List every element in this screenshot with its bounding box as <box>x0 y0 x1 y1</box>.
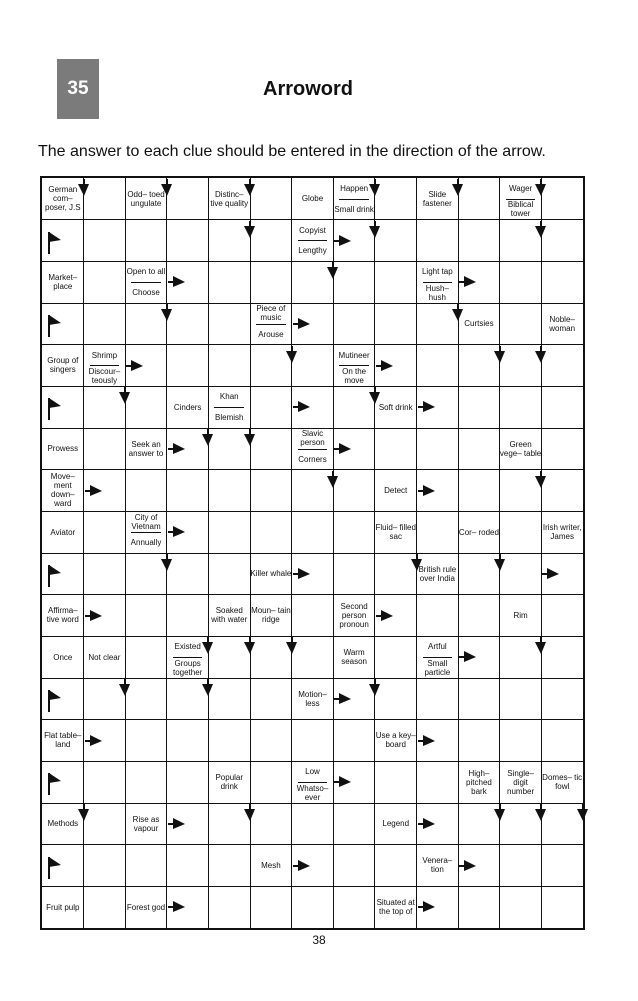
clue-text: Soft drink <box>378 402 413 412</box>
answer-cell[interactable] <box>500 720 542 762</box>
page-title: Arroword <box>263 78 353 100</box>
clue-cell <box>375 720 417 762</box>
clue-text: Domes– tic fowl <box>542 773 583 792</box>
answer-cell[interactable] <box>84 761 126 803</box>
clue-text: Situated at the top of <box>376 898 415 917</box>
clue-text: Odd– toed ungulate <box>127 189 165 208</box>
clue-text-top: Piece of music <box>256 304 286 323</box>
answer-cell[interactable] <box>292 803 334 845</box>
clue-cell <box>375 470 417 512</box>
clue-text: Not clear <box>88 652 121 662</box>
answer-cell[interactable] <box>250 386 292 428</box>
clue-text-bottom: Whatso– ever <box>296 783 329 802</box>
clue-text: Once <box>53 652 73 662</box>
arrow-right-icon <box>293 317 313 331</box>
arrow-right-icon <box>293 859 313 873</box>
answer-cell[interactable] <box>333 720 375 762</box>
arrow-right-icon <box>168 900 188 914</box>
clue-text: Fluid– filled sac <box>375 523 416 542</box>
clue-cell <box>292 761 334 803</box>
clue-text-top: Open to all <box>126 267 166 277</box>
clue-text-bottom: Choose <box>132 288 160 298</box>
clue-cell <box>84 345 126 387</box>
answer-cell[interactable] <box>250 511 292 553</box>
clue-cell <box>458 761 500 803</box>
clue-text: Soaked with water <box>211 606 248 625</box>
clue-text-top: Slavic person <box>300 429 325 448</box>
clue-cell <box>208 595 250 637</box>
answer-cell[interactable] <box>417 595 459 637</box>
answer-cell[interactable] <box>541 595 583 637</box>
clue-text: Seek an answer to <box>128 439 164 458</box>
answer-cell[interactable] <box>417 428 459 470</box>
clue-cell <box>42 511 84 553</box>
clue-cell <box>250 303 292 345</box>
clue-text-bottom: Blemish <box>215 413 244 423</box>
answer-cell[interactable] <box>250 261 292 303</box>
clue-text: Rise as vapour <box>132 814 160 833</box>
answer-cell[interactable] <box>375 845 417 887</box>
arrow-down-icon <box>243 637 257 657</box>
clue-text: Use a key– board <box>375 731 416 750</box>
arrow-down-icon <box>243 221 257 241</box>
clue-cell <box>333 345 375 387</box>
clue-text-top: City of Vietnam <box>131 512 161 531</box>
answer-cell[interactable] <box>208 345 250 387</box>
arrow-right-icon <box>168 817 188 831</box>
answer-cell[interactable] <box>417 678 459 720</box>
clue-text: Globe <box>301 194 324 204</box>
clue-text: Cinders <box>173 402 202 412</box>
arrow-down-icon <box>243 429 257 449</box>
arrow-down-icon <box>534 221 548 241</box>
answer-cell[interactable] <box>167 595 209 637</box>
answer-cell[interactable] <box>375 303 417 345</box>
clue-cell <box>500 428 542 470</box>
clue-text: Popular drink <box>215 773 244 792</box>
clue-cell <box>375 511 417 553</box>
clue-text-bottom: Discour– teously <box>88 366 121 385</box>
arrow-bend-right-icon <box>46 315 68 341</box>
clue-text-bottom: Groups together <box>172 658 203 677</box>
arrow-right-icon <box>334 692 354 706</box>
arrow-down-icon <box>118 387 132 407</box>
arrow-bend-right-icon <box>46 398 68 424</box>
clue-cell <box>167 386 209 428</box>
clue-cell <box>541 761 583 803</box>
arrow-down-icon <box>77 179 91 199</box>
arrow-right-icon <box>334 775 354 789</box>
answer-cell[interactable] <box>125 845 167 887</box>
answer-cell[interactable] <box>541 261 583 303</box>
answer-cell[interactable] <box>458 470 500 512</box>
answer-cell[interactable] <box>541 720 583 762</box>
arrow-down-icon <box>243 179 257 199</box>
arrow-right-icon <box>376 609 396 623</box>
arrow-down-icon <box>118 679 132 699</box>
answer-cell[interactable] <box>84 553 126 595</box>
answer-cell[interactable] <box>125 595 167 637</box>
arrow-down-icon <box>77 804 91 824</box>
clue-text-top: Artful <box>428 642 447 652</box>
clue-text: Second person pronoun <box>339 601 369 629</box>
clue-cell <box>208 761 250 803</box>
clue-text: Noble– woman <box>549 314 576 333</box>
answer-cell[interactable] <box>458 595 500 637</box>
arrow-down-icon <box>493 554 507 574</box>
arrow-right-icon <box>293 567 313 581</box>
clue-text: Aviator <box>50 527 76 537</box>
clue-text-bottom: Lengthy <box>298 246 327 256</box>
answer-cell[interactable] <box>167 761 209 803</box>
arrow-down-icon <box>160 179 174 199</box>
arrow-right-icon <box>126 359 146 373</box>
arrow-down-icon <box>160 304 174 324</box>
clue-cell <box>500 761 542 803</box>
clue-text: Rim <box>513 610 528 620</box>
answer-cell[interactable] <box>208 845 250 887</box>
answer-cell[interactable] <box>84 511 126 553</box>
answer-cell[interactable] <box>208 470 250 512</box>
puzzle-number: 35 <box>67 78 89 99</box>
arroword-grid <box>40 176 585 930</box>
clue-text: Cor– roded <box>458 527 499 537</box>
answer-cell[interactable] <box>250 470 292 512</box>
answer-cell[interactable] <box>125 220 167 262</box>
arrow-right-icon <box>168 442 188 456</box>
arrow-bend-right-icon <box>46 232 68 258</box>
clue-cell <box>417 261 459 303</box>
clue-text: Legend <box>382 819 410 829</box>
clue-text: Curtsies <box>464 319 494 329</box>
clue-cell <box>208 386 250 428</box>
arrow-down-icon <box>493 346 507 366</box>
arrow-bend-right-icon <box>46 565 68 591</box>
arrow-right-icon <box>293 400 313 414</box>
clue-text: German com– poser, J.S <box>45 185 81 213</box>
clue-cell <box>333 595 375 637</box>
answer-cell[interactable] <box>541 845 583 887</box>
answer-cell[interactable] <box>167 345 209 387</box>
answer-cell[interactable] <box>417 511 459 553</box>
answer-cell[interactable] <box>167 720 209 762</box>
answer-cell[interactable] <box>333 553 375 595</box>
answer-cell[interactable] <box>250 886 292 928</box>
clue-cell <box>292 428 334 470</box>
answer-cell[interactable] <box>500 261 542 303</box>
clue-cell <box>417 636 459 678</box>
answer-cell[interactable] <box>333 803 375 845</box>
arrow-bend-right-icon <box>46 857 68 883</box>
arrow-down-icon <box>493 804 507 824</box>
clue-text: Prowess <box>47 444 79 454</box>
answer-cell[interactable] <box>208 720 250 762</box>
answer-cell[interactable] <box>292 886 334 928</box>
clue-cell <box>375 803 417 845</box>
answer-cell[interactable] <box>500 678 542 720</box>
arrow-down-icon <box>326 262 340 282</box>
clue-text: Market– place <box>48 273 78 292</box>
answer-cell[interactable] <box>500 511 542 553</box>
arrow-right-icon <box>85 484 105 498</box>
clue-text: Venera– tion <box>422 856 453 875</box>
clue-text-bottom: Hush– hush <box>425 283 449 302</box>
clue-cell <box>292 678 334 720</box>
answer-cell[interactable] <box>333 511 375 553</box>
answer-cell[interactable] <box>208 511 250 553</box>
clue-text-top: Light tap <box>421 267 453 277</box>
answer-cell[interactable] <box>500 303 542 345</box>
answer-cell[interactable] <box>167 470 209 512</box>
clue-text: Green vege– table <box>499 439 542 458</box>
clue-text: Irish writer, James <box>542 523 582 542</box>
answer-cell[interactable] <box>500 886 542 928</box>
clue-cell <box>42 886 84 928</box>
answer-cell[interactable] <box>500 845 542 887</box>
clue-text: Flat table– land <box>44 731 82 750</box>
arrow-right-icon <box>418 400 438 414</box>
answer-cell[interactable] <box>84 428 126 470</box>
arrow-right-icon <box>418 734 438 748</box>
answer-cell[interactable] <box>250 761 292 803</box>
arrow-down-icon <box>368 387 382 407</box>
clue-cell <box>541 511 583 553</box>
clue-cell <box>250 845 292 887</box>
arrow-down-icon <box>368 679 382 699</box>
clue-cell <box>125 511 167 553</box>
answer-cell[interactable] <box>208 303 250 345</box>
answer-cell[interactable] <box>375 261 417 303</box>
arrow-down-icon <box>576 804 590 824</box>
answer-cell[interactable] <box>167 845 209 887</box>
clue-text: British rule over India <box>418 564 457 583</box>
arrow-right-icon <box>334 234 354 248</box>
answer-cell[interactable] <box>541 428 583 470</box>
clue-text: Mesh <box>261 860 281 870</box>
answer-cell[interactable] <box>208 886 250 928</box>
arrow-right-icon <box>376 359 396 373</box>
answer-cell[interactable] <box>125 720 167 762</box>
answer-cell[interactable] <box>250 720 292 762</box>
answer-cell[interactable] <box>375 761 417 803</box>
clue-text-bottom: Annually <box>130 538 162 548</box>
answer-cell[interactable] <box>500 386 542 428</box>
arrow-down-icon <box>534 637 548 657</box>
arrow-down-icon <box>201 679 215 699</box>
arrow-down-icon <box>285 346 299 366</box>
answer-cell[interactable] <box>125 761 167 803</box>
arrow-right-icon <box>459 650 479 664</box>
arrow-down-icon <box>201 429 215 449</box>
clue-text-top: Khan <box>219 392 239 402</box>
arrow-right-icon <box>459 859 479 873</box>
clue-cell <box>84 636 126 678</box>
clue-text: Single– digit number <box>507 768 535 796</box>
clue-text: Methods <box>47 819 79 829</box>
answer-cell[interactable] <box>417 220 459 262</box>
answer-cell[interactable] <box>458 720 500 762</box>
arrow-down-icon <box>451 304 465 324</box>
clue-cell <box>250 595 292 637</box>
answer-cell[interactable] <box>292 720 334 762</box>
arrow-right-icon <box>542 567 562 581</box>
arrow-down-icon <box>326 471 340 491</box>
arrow-down-icon <box>451 179 465 199</box>
answer-cell[interactable] <box>250 678 292 720</box>
arrow-right-icon <box>85 609 105 623</box>
answer-cell[interactable] <box>208 553 250 595</box>
clue-text-bottom: Arouse <box>258 329 284 339</box>
answer-cell[interactable] <box>333 845 375 887</box>
clue-cell <box>125 428 167 470</box>
answer-cell[interactable] <box>292 511 334 553</box>
clue-text: Move– ment down– ward <box>50 472 75 509</box>
clue-text: Forest god <box>126 902 166 912</box>
answer-cell[interactable] <box>375 636 417 678</box>
answer-cell[interactable] <box>84 303 126 345</box>
arrow-right-icon <box>85 734 105 748</box>
answer-cell[interactable] <box>333 886 375 928</box>
answer-cell[interactable] <box>417 761 459 803</box>
clue-cell <box>125 803 167 845</box>
answer-cell[interactable] <box>292 595 334 637</box>
clue-text: Group of singers <box>47 356 79 375</box>
answer-cell[interactable] <box>541 886 583 928</box>
clue-cell <box>375 886 417 928</box>
clue-text-bottom: Corners <box>298 454 327 464</box>
clue-text-bottom: Biblical tower <box>507 200 534 219</box>
clue-text: High– pitched bark <box>466 768 492 796</box>
clue-text: Motion– less <box>298 689 327 708</box>
answer-cell[interactable] <box>541 678 583 720</box>
arrow-down-icon <box>410 554 424 574</box>
answer-cell[interactable] <box>84 220 126 262</box>
arrow-down-icon <box>368 221 382 241</box>
arrow-down-icon <box>534 179 548 199</box>
clue-cell <box>42 636 84 678</box>
arrow-down-icon <box>534 804 548 824</box>
answer-cell[interactable] <box>84 261 126 303</box>
answer-cell[interactable] <box>125 636 167 678</box>
clue-text-top: Copyist <box>299 225 326 235</box>
clue-text: Distinc– tive quality <box>210 189 249 208</box>
clue-cell <box>292 220 334 262</box>
arrow-down-icon <box>534 471 548 491</box>
arrow-right-icon <box>168 275 188 289</box>
clue-text-bottom: Small drink <box>334 204 374 214</box>
answer-cell[interactable] <box>458 678 500 720</box>
answer-cell[interactable] <box>125 470 167 512</box>
answer-cell[interactable] <box>458 428 500 470</box>
answer-cell[interactable] <box>333 303 375 345</box>
arrow-bend-right-icon <box>46 773 68 799</box>
clue-cell <box>42 470 84 512</box>
arrow-right-icon <box>168 525 188 539</box>
arrow-down-icon <box>201 637 215 657</box>
clue-text-top: Happen <box>340 183 369 193</box>
clue-cell <box>125 886 167 928</box>
clue-cell <box>541 303 583 345</box>
clue-cell <box>42 261 84 303</box>
clue-text: Detect <box>384 485 408 495</box>
arrow-bend-right-icon <box>46 690 68 716</box>
instructions: The answer to each clue should be entered in the direction of the arrow. <box>38 143 546 160</box>
answer-cell[interactable] <box>375 428 417 470</box>
arrow-down-icon <box>368 179 382 199</box>
arrow-right-icon <box>418 484 438 498</box>
clue-text-top: Low <box>305 767 320 777</box>
clue-cell <box>417 845 459 887</box>
arrow-right-icon <box>459 275 479 289</box>
clue-text: Moun– tain ridge <box>251 606 291 625</box>
clue-cell <box>42 720 84 762</box>
clue-cell <box>250 553 292 595</box>
clue-cell <box>125 261 167 303</box>
clue-cell <box>458 511 500 553</box>
arrow-down-icon <box>534 346 548 366</box>
clue-cell <box>333 636 375 678</box>
arrow-down-icon <box>285 637 299 657</box>
arrow-right-icon <box>418 900 438 914</box>
clue-text: Killer whale <box>250 569 292 579</box>
arrow-down-icon <box>243 804 257 824</box>
clue-cell <box>42 345 84 387</box>
clue-text-top: Existed <box>174 642 201 652</box>
clue-text: Fruit pulp <box>46 902 80 912</box>
page-number: 38 <box>312 933 326 947</box>
clue-text: Slide fastener <box>422 189 452 208</box>
clue-text: Warm season <box>341 648 367 667</box>
answer-cell[interactable] <box>84 886 126 928</box>
puzzle-number-badge <box>57 59 99 119</box>
answer-cell[interactable] <box>417 345 459 387</box>
arrow-down-icon <box>160 554 174 574</box>
answer-cell[interactable] <box>208 261 250 303</box>
answer-cell[interactable] <box>458 886 500 928</box>
clue-text-bottom: Small particle <box>424 658 451 677</box>
clue-text-top: Wager <box>508 183 533 193</box>
answer-cell[interactable] <box>84 845 126 887</box>
clue-cell <box>292 178 334 220</box>
clue-cell <box>500 595 542 637</box>
clue-text-top: Shrimp <box>91 350 118 360</box>
clue-cell <box>42 595 84 637</box>
clue-text-bottom: On the move <box>342 366 367 385</box>
answer-cell[interactable] <box>458 220 500 262</box>
answer-cell[interactable] <box>167 220 209 262</box>
answer-cell[interactable] <box>541 386 583 428</box>
arrow-right-icon <box>418 817 438 831</box>
clue-text: Affirma– tive word <box>46 606 79 625</box>
clue-cell <box>42 428 84 470</box>
clue-text-top: Mutineer <box>338 350 370 360</box>
arrow-right-icon <box>334 442 354 456</box>
answer-cell[interactable] <box>458 386 500 428</box>
